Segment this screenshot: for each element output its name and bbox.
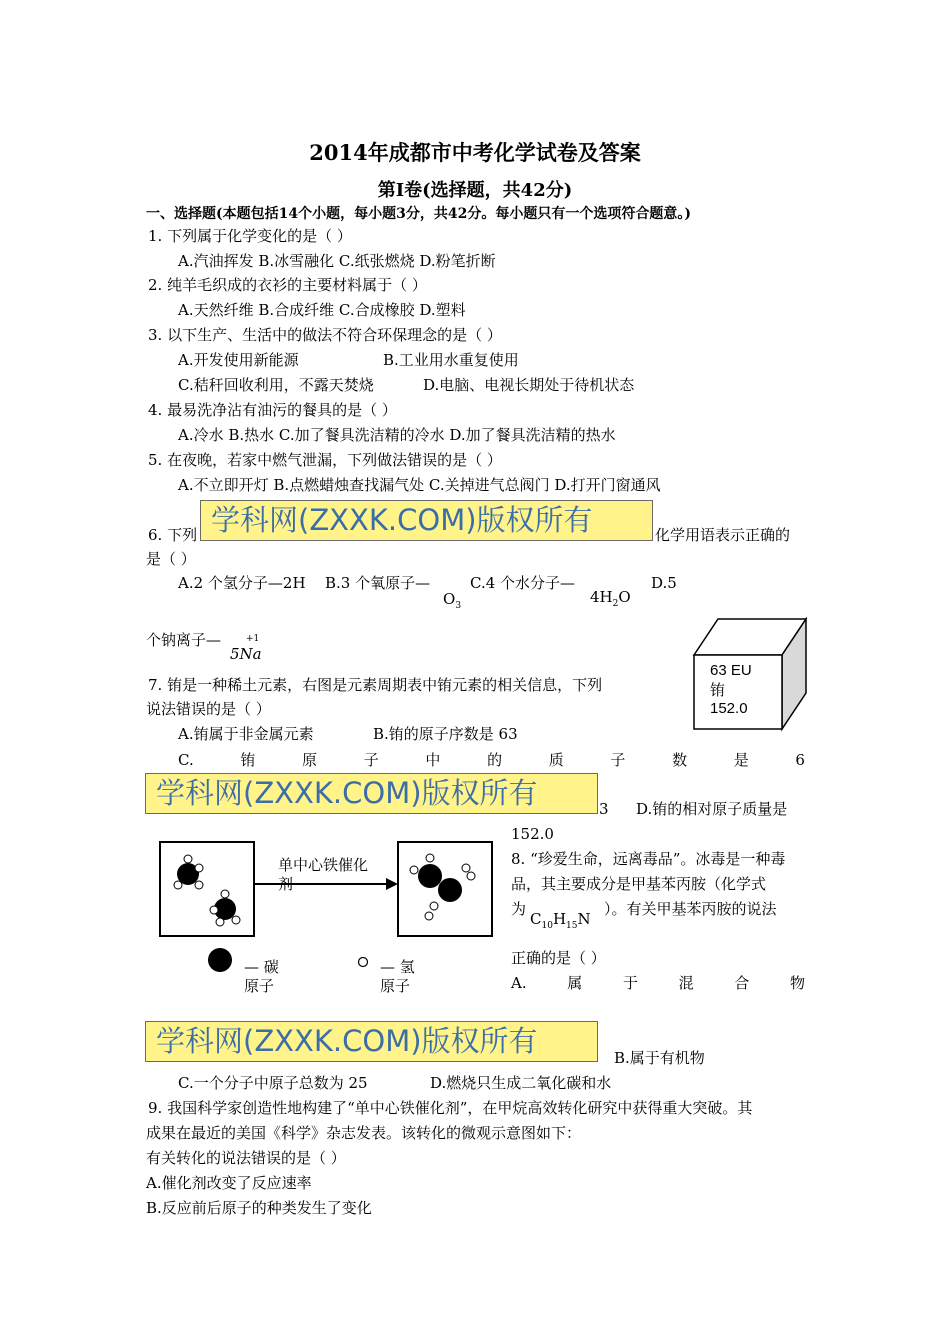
hydrogen-atom	[426, 854, 434, 862]
question-8-stem-2: 品，其主要成分是甲基苯丙胺（化学式	[511, 875, 767, 893]
question-2-stem: 2. 纯羊毛织成的衣衫的主要材料属于（ ）	[148, 276, 427, 294]
question-8-option-c: C.一个分子中原子总数为 25	[178, 1074, 368, 1092]
question-3-option-d: D.电脑、电视长期处于待机状态	[423, 376, 635, 394]
watermark-banner: 学科网(ZXXK.COM)版权所有	[145, 773, 598, 814]
watermark-banner: 学科网(ZXXK.COM)版权所有	[145, 1021, 598, 1062]
question-3-stem: 3. 以下生产、生活中的做法不符合环保理念的是（ ）	[148, 326, 502, 344]
hydrogen-atom	[467, 872, 475, 880]
hydrogen-atom	[410, 866, 418, 874]
question-8-option-a: A. 属 于 混 合 物	[511, 974, 805, 992]
hydrogen-legend-label-cont: 原子	[380, 977, 411, 995]
question-1-options: A.汽油挥发 B.冰雪融化 C.纸张燃烧 D.粉笔折断	[178, 252, 496, 270]
hydrogen-atom	[221, 890, 229, 898]
question-9-stem-1: 9. 我国科学家创造性地构建了“单中心铁催化剂”，在甲烷高效转化研究中获得重大突破。其	[148, 1099, 753, 1117]
question-7-option-c: C. 铕 原 子 中 的 质 子 数 是 6	[178, 751, 805, 769]
charge-plus-one: +1	[246, 634, 260, 644]
watermark-banner: 学科网(ZXXK.COM)版权所有	[200, 500, 653, 541]
question-8-stem-3-end: ）。有关甲基苯丙胺的说法	[604, 900, 777, 918]
carbon-legend-label-cont: 原子	[244, 977, 275, 995]
arrow-head	[386, 878, 398, 890]
question-7-option-c-tail: 3	[599, 800, 609, 818]
question-5-options: A.不立即开灯 B.点燃蜡烛查找漏气处 C.关掉进气总阀门 D.打开门窗通风	[178, 476, 661, 494]
catalyst-label-cont: 剂	[278, 875, 294, 893]
hydrogen-atom	[174, 881, 182, 889]
question-6-option-d: D.5	[651, 574, 677, 592]
hydrogen-atom	[216, 918, 224, 926]
question-8-stem-4: 正确的是（ ）	[511, 949, 606, 967]
hydrogen-atom	[195, 881, 203, 889]
question-5-stem: 5. 在夜晚，若家中燃气泄漏，下列做法错误的是（ ）	[148, 451, 502, 469]
formula-5na: 5Na	[230, 645, 262, 663]
question-3-option-c: C.秸秆回收利用，不露天焚烧	[178, 376, 374, 394]
formula-4h2o: $4H_2O$	[590, 588, 631, 609]
question-9-stem-2: 成果在最近的美国《科学》杂志发表。该转化的微观示意图如下：	[146, 1124, 582, 1142]
question-6-option-d-cont: 个钠离子—	[146, 631, 222, 649]
page-title: 2014年成都市中考化学试卷及答案	[309, 140, 641, 165]
element-mass: 152.0	[710, 700, 748, 717]
hydrogen-atom	[210, 906, 218, 914]
section-subtitle: 第I卷(选择题，共42分)	[377, 180, 573, 201]
question-3-option-b: B.工业用水重复使用	[383, 351, 519, 369]
question-7-option-d-cont: 152.0	[511, 825, 554, 843]
carbon-atom	[418, 864, 442, 888]
question-6-stem-end: 化学用语表示正确的	[655, 526, 791, 544]
question-1-stem: 1. 下列属于化学变化的是（ ）	[148, 227, 352, 245]
catalyst-label: 单中心铁催化	[278, 856, 369, 874]
hydrogen-atom	[462, 864, 470, 872]
question-7-stem-1: 7. 铕是一种稀土元素，右图是元素周期表中铕元素的相关信息，下列	[148, 676, 603, 694]
hydrogen-atom	[425, 912, 433, 920]
question-4-stem: 4. 最易洗净沾有油污的餐具的是（ ）	[148, 401, 397, 419]
question-7-option-b: B.铕的原子序数是 63	[373, 725, 518, 743]
element-name: 铕	[710, 681, 726, 699]
question-9-stem-3: 有关转化的说法错误的是（ ）	[146, 1149, 346, 1167]
question-6-option-c: C.4 个水分子—	[470, 574, 576, 592]
carbon-atom	[438, 878, 462, 902]
question-8-stem-3-start: 为	[511, 900, 527, 918]
question-9-option-b: B.反应前后原子的种类发生了变化	[146, 1199, 372, 1217]
hydrogen-legend-icon	[356, 955, 370, 969]
question-4-options: A.冷水 B.热水 C.加了餐具洗洁精的冷水 D.加了餐具洗洁精的热水	[178, 426, 616, 444]
question-7-option-d: D.铕的相对原子质量是	[636, 800, 788, 818]
carbon-legend-label: — 碳	[244, 958, 279, 976]
section-instructions: 一、选择题(本题包括14个小题，每小题3分，共42分。每小题只有一个选项符合题意。)	[146, 206, 691, 222]
question-8-option-b: B.属于有机物	[614, 1049, 705, 1067]
question-6-option-b: B.3 个氧原子—	[325, 574, 431, 592]
question-2-options: A.天然纤维 B.合成纤维 C.合成橡胶 D.塑料	[178, 301, 466, 319]
element-number-symbol: 63 EU	[710, 662, 752, 679]
question-6-stem-cont: 是（ ）	[146, 550, 196, 568]
hydrogen-atom	[195, 864, 203, 872]
question-9-option-a: A.催化剂改变了反应速率	[146, 1174, 312, 1192]
carbon-legend-icon	[205, 945, 235, 975]
question-7-option-a: A.铕属于非金属元素	[178, 725, 314, 743]
question-8-option-d: D.燃烧只生成二氧化碳和水	[430, 1074, 612, 1092]
formula-o3: $O_3$	[443, 590, 462, 611]
hydrogen-legend-label: — 氢	[380, 958, 415, 976]
formula-c10h15n: $C_{10}H_{15}N$	[530, 910, 591, 931]
question-3-option-a: A.开发使用新能源	[178, 351, 299, 369]
hydrogen-atom	[430, 902, 438, 910]
hydrogen-atom	[184, 855, 192, 863]
question-6-option-a: A.2 个氢分子—2H	[178, 574, 306, 592]
question-6-stem-start: 6. 下列	[148, 526, 198, 544]
question-8-stem-1: 8. “珍爱生命，远离毒品”。冰毒是一种毒	[511, 850, 786, 868]
hydrogen-atom	[232, 916, 240, 924]
question-7-stem-2: 说法错误的是（ ）	[146, 700, 271, 718]
